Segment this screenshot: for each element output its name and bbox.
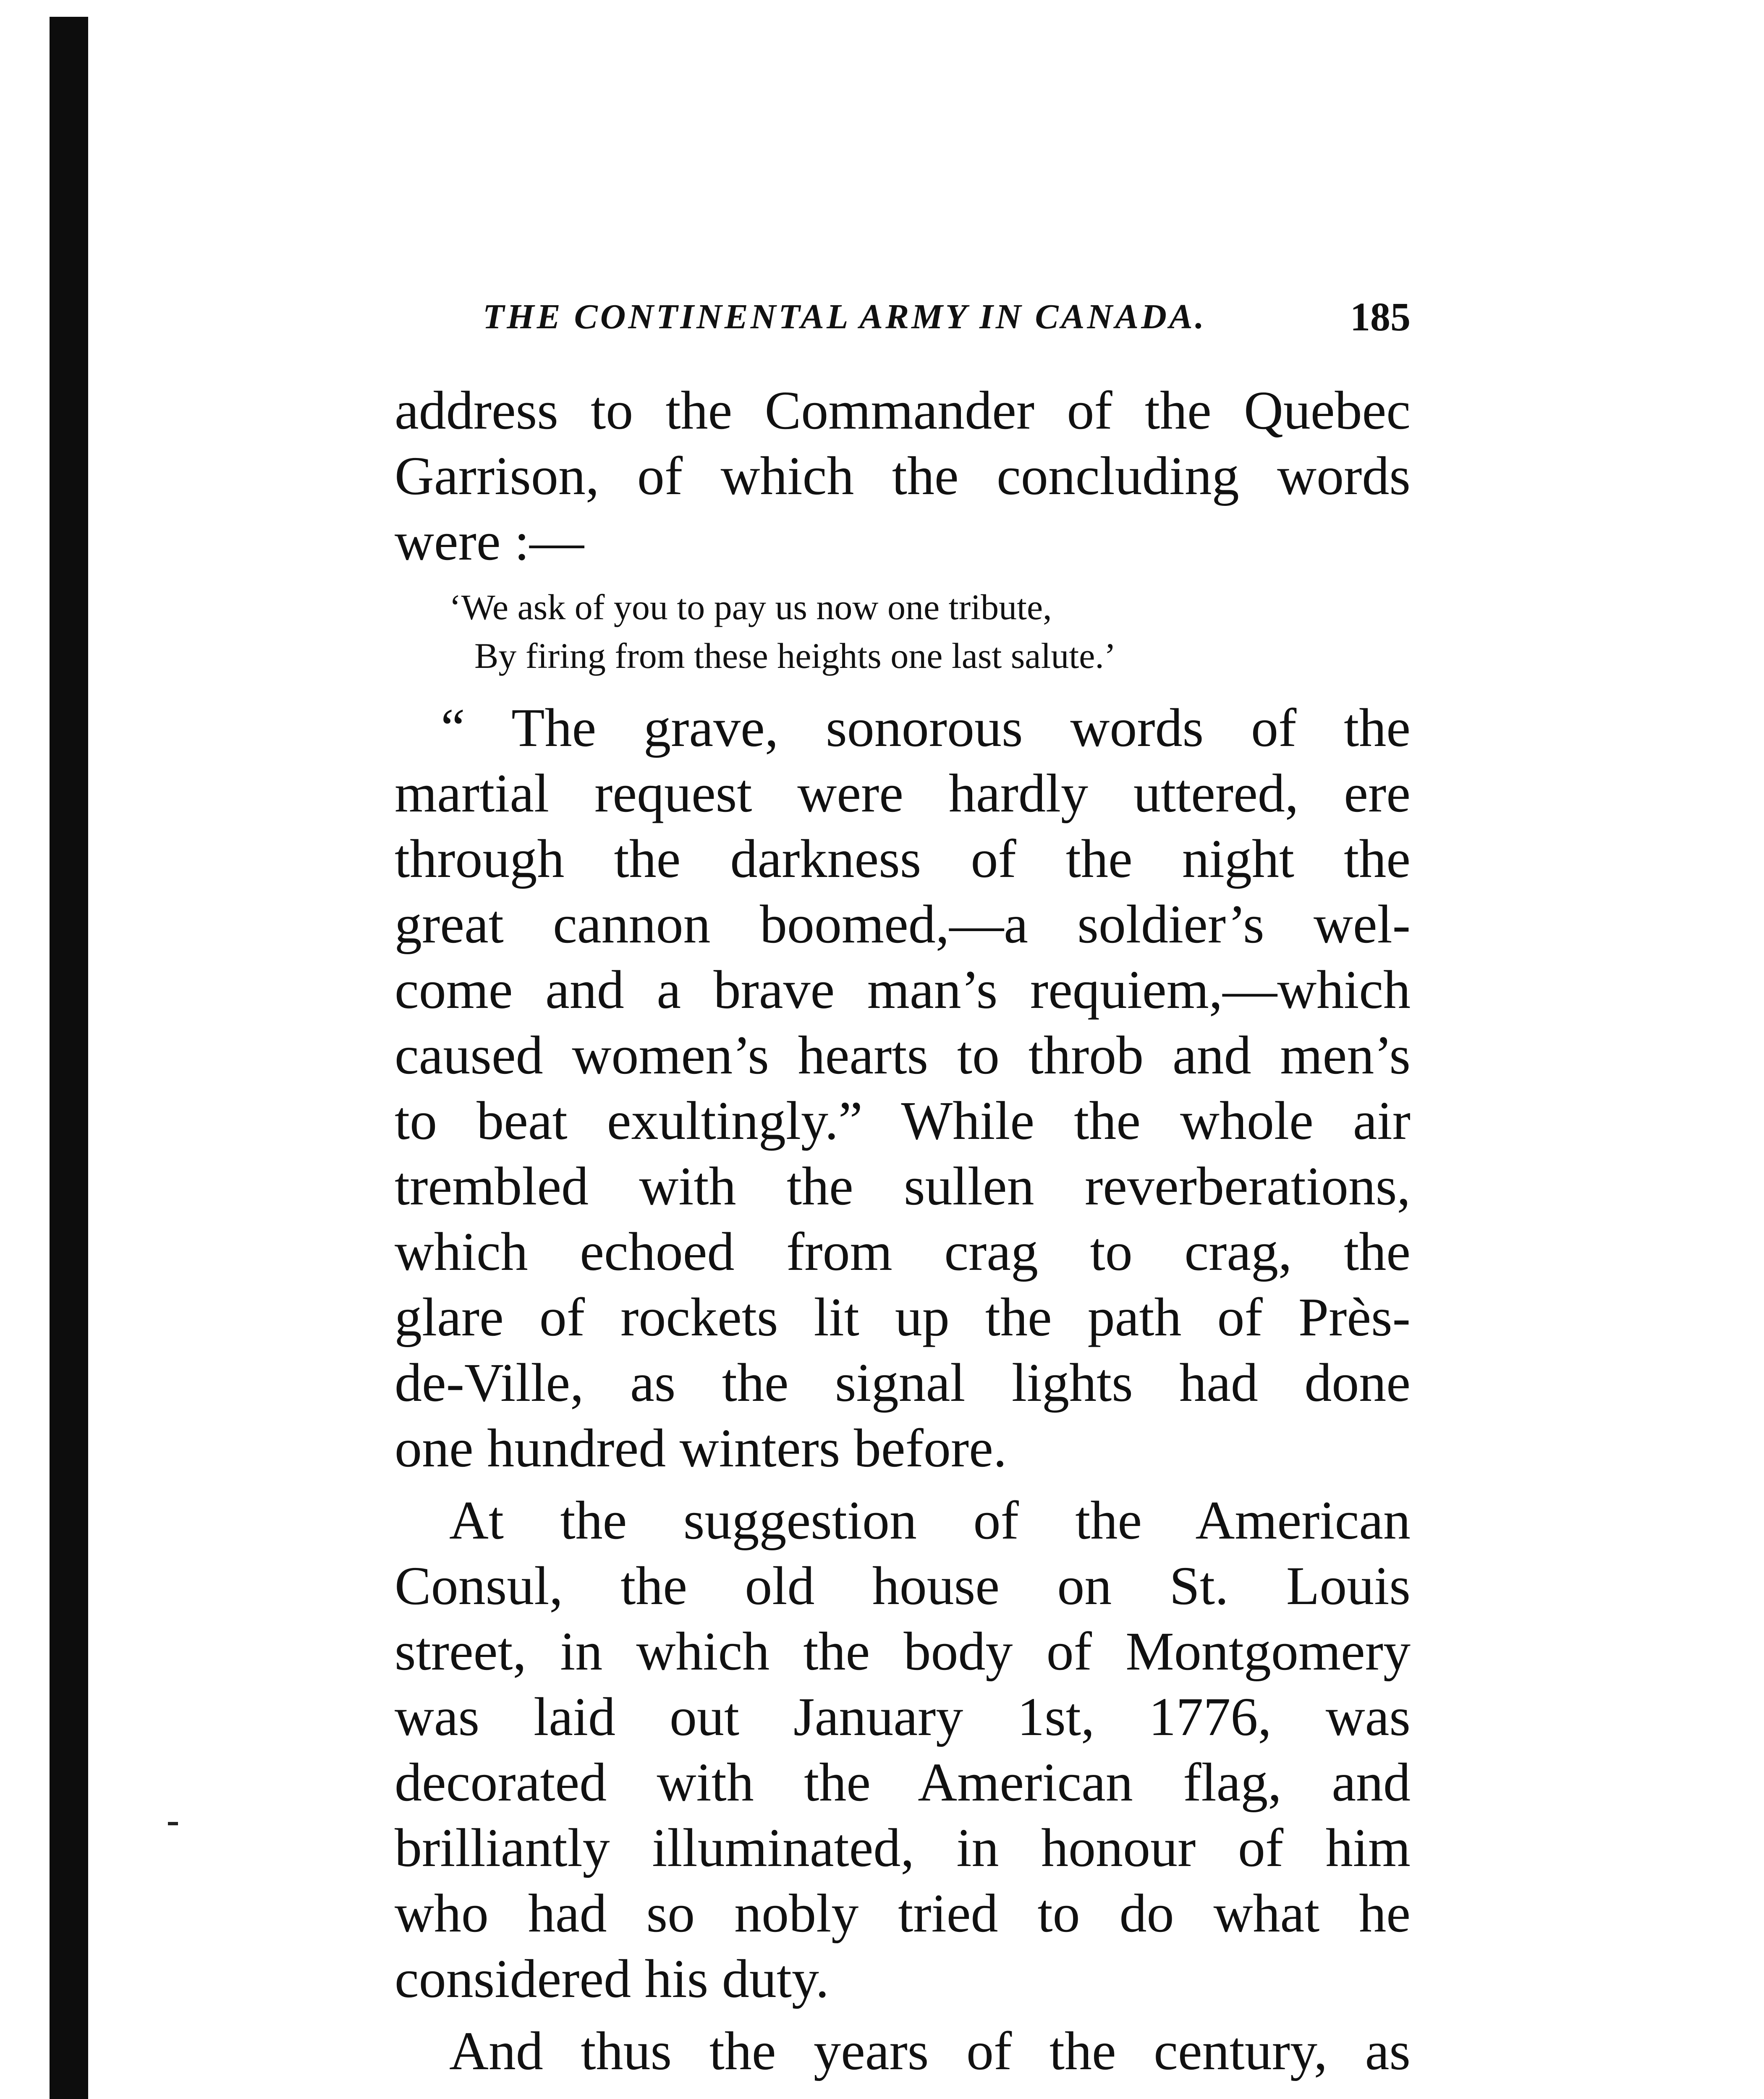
page-body xyxy=(395,378,1411,2084)
text-line: decorated with the American flag, and xyxy=(395,1752,1411,1813)
text-line: At the suggestion of the American xyxy=(449,1490,1411,1551)
text-line: address to the Commander of the Quebec xyxy=(395,380,1411,441)
verse-line: ‘We ask of you to pay us now one tribute, xyxy=(449,587,1052,627)
text-line: great cannon boomed,—a soldier’s wel- xyxy=(395,894,1411,955)
text-line: street, in which the body of Montgomery xyxy=(395,1621,1411,1682)
text-line: to beat exultingly.” While the whole air xyxy=(395,1091,1411,1151)
paragraph-gap xyxy=(395,1481,1411,1488)
text-line: brilliantly illuminated, in honour of him xyxy=(395,1818,1411,1878)
text-line: And thus the years of the century, as xyxy=(449,2021,1411,2081)
paragraph xyxy=(395,2018,1411,2084)
text-line: considered his duty. xyxy=(395,1949,829,2009)
text-line: which echoed from crag to crag, the xyxy=(395,1222,1411,1282)
quoted-verse xyxy=(395,583,1411,680)
text-line: one hundred winters before. xyxy=(395,1418,1007,1479)
text-line: trembled with the sullen reverberations, xyxy=(395,1156,1411,1217)
text-line: “ The grave, sonorous words of the xyxy=(441,698,1411,758)
paragraph xyxy=(395,695,1411,1481)
text-line: martial request were hardly uttered, ere xyxy=(395,763,1411,824)
text-line: glare of rockets lit up the path of Près- xyxy=(395,1287,1411,1348)
verse-line: By firing from these heights one last salute.’ xyxy=(474,636,1116,676)
text-line: were :— xyxy=(395,511,584,572)
text-line: was laid out January 1st, 1776, was xyxy=(395,1687,1411,1747)
page-number: 185 xyxy=(1350,294,1411,339)
text-line: de-Ville, as the signal lights had done xyxy=(395,1353,1411,1413)
text-line: Garrison, of which the concluding words xyxy=(395,446,1411,506)
running-head: THE CONTINENTAL ARMY IN CANADA. xyxy=(483,297,1207,336)
intro-text xyxy=(395,378,1411,574)
text-line: Consul, the old house on St. Louis xyxy=(395,1556,1411,1616)
text-line: who had so nobly tried to do what he xyxy=(395,1883,1411,1944)
text-line: through the darkness of the night the xyxy=(395,829,1411,889)
paragraph xyxy=(395,1488,1411,2012)
paragraph-gap xyxy=(395,2012,1411,2018)
scan-speck xyxy=(168,1822,178,1825)
text-line: caused women’s hearts to throb and men’s xyxy=(395,1025,1411,1086)
text-line: come and a brave man’s requiem,—which xyxy=(395,960,1411,1020)
page-header xyxy=(483,294,1411,340)
book-spine-shadow xyxy=(50,17,88,2099)
